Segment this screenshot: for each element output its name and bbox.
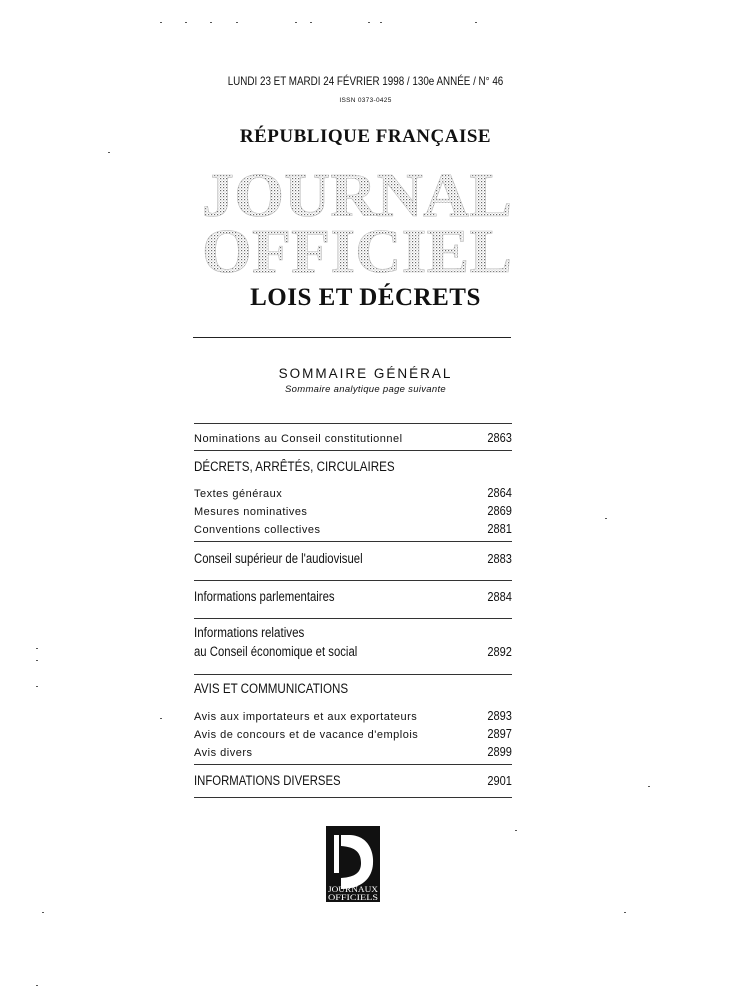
toc-label: Conseil supérieur de l'audiovisuel xyxy=(194,551,363,566)
toc-row-avis-importateurs xyxy=(194,708,512,723)
toc-row-parlementaires xyxy=(194,589,512,604)
scan-speck xyxy=(295,22,297,23)
toc-row-avis-divers xyxy=(194,744,512,759)
toc-row-informations-diverses xyxy=(194,773,512,788)
divider xyxy=(194,797,512,798)
toc-page: 2901 xyxy=(487,773,512,788)
toc-label: Nominations au Conseil constitutionnel xyxy=(194,433,403,445)
toc-page: 2892 xyxy=(487,644,512,659)
toc-label: Mesures nominatives xyxy=(194,506,308,518)
section-heading-decrets: DÉCRETS, ARRÊTÉS, CIRCULAIRES xyxy=(194,459,395,474)
toc-label: Conventions collectives xyxy=(194,524,321,536)
toc-page: 2883 xyxy=(487,551,512,566)
table-of-contents xyxy=(194,420,512,800)
scan-speck xyxy=(36,660,38,661)
scan-speck xyxy=(160,718,162,719)
masthead-line-2: OFFICIEL xyxy=(202,218,512,278)
toc-row-ces xyxy=(194,644,512,659)
toc-label: Avis de concours et de vacance d'emplois xyxy=(194,729,419,741)
divider xyxy=(194,450,512,451)
toc-label: Avis aux importateurs et aux exportateurs xyxy=(194,711,418,723)
scan-speck xyxy=(236,22,238,23)
divider xyxy=(194,580,512,581)
toc-label: au Conseil économique et social xyxy=(194,644,358,659)
toc-label-ces-line1: Informations relatives xyxy=(194,625,305,640)
scan-speck xyxy=(210,22,212,23)
scan-speck xyxy=(36,686,38,687)
scan-speck xyxy=(310,22,312,23)
toc-row-conventions-collectives xyxy=(194,521,512,536)
toc-label: Textes généraux xyxy=(194,488,283,500)
toc-page: 2899 xyxy=(487,744,512,759)
scan-speck xyxy=(380,22,382,23)
toc-page: 2897 xyxy=(487,726,512,741)
toc-row-textes-generaux xyxy=(194,485,512,500)
issn-number: ISSN 0373-0425 xyxy=(339,97,392,104)
divider xyxy=(194,541,512,542)
divider xyxy=(194,618,512,619)
toc-row-mesures-nominatives xyxy=(194,503,512,518)
logo-line-2: OFFICIELS xyxy=(328,893,378,902)
toc-page: 2864 xyxy=(487,485,512,500)
top-divider xyxy=(193,337,511,338)
scan-speck xyxy=(108,152,110,153)
scan-speck xyxy=(475,22,477,23)
toc-page: 2884 xyxy=(487,589,512,604)
dateline: LUNDI 23 ET MARDI 24 FÉVRIER 1998 / 130e ANNÉE / N° 46 xyxy=(227,74,504,88)
scan-speck xyxy=(368,22,370,23)
masthead-line-1: JOURNAL xyxy=(202,162,512,230)
divider xyxy=(194,674,512,675)
divider xyxy=(194,764,512,765)
toc-row-avis-concours xyxy=(194,726,512,741)
lois-et-decrets-heading: LOIS ET DÉCRETS xyxy=(250,284,481,311)
scan-speck xyxy=(185,22,187,23)
toc-label: Avis divers xyxy=(194,747,253,759)
toc-page: 2881 xyxy=(487,521,512,536)
sommaire-subtitle: Sommaire analytique page suivante xyxy=(285,384,446,395)
toc-row-nominations xyxy=(194,430,512,445)
logo-line-1: JOURNAUX xyxy=(328,885,379,894)
journaux-officiels-logo xyxy=(326,826,380,902)
scan-speck xyxy=(36,648,38,649)
masthead-journal-officiel xyxy=(196,160,518,278)
divider xyxy=(194,423,512,424)
scan-speck xyxy=(160,22,162,23)
toc-page: 2869 xyxy=(487,503,512,518)
scan-speck xyxy=(605,518,607,519)
section-heading-avis: AVIS ET COMMUNICATIONS xyxy=(194,681,349,696)
sommaire-title: SOMMAIRE GÉNÉRAL xyxy=(278,366,453,381)
toc-label: Informations parlementaires xyxy=(194,589,335,604)
toc-row-csa xyxy=(194,551,512,566)
toc-label: INFORMATIONS DIVERSES xyxy=(194,773,341,788)
scan-speck xyxy=(36,985,38,986)
toc-page: 2893 xyxy=(487,708,512,723)
scan-speck xyxy=(515,830,517,831)
scan-speck xyxy=(624,912,626,913)
scan-speck xyxy=(648,786,650,787)
republic-heading: RÉPUBLIQUE FRANÇAISE xyxy=(239,126,492,147)
toc-page: 2863 xyxy=(487,430,512,445)
scan-speck xyxy=(42,912,44,913)
